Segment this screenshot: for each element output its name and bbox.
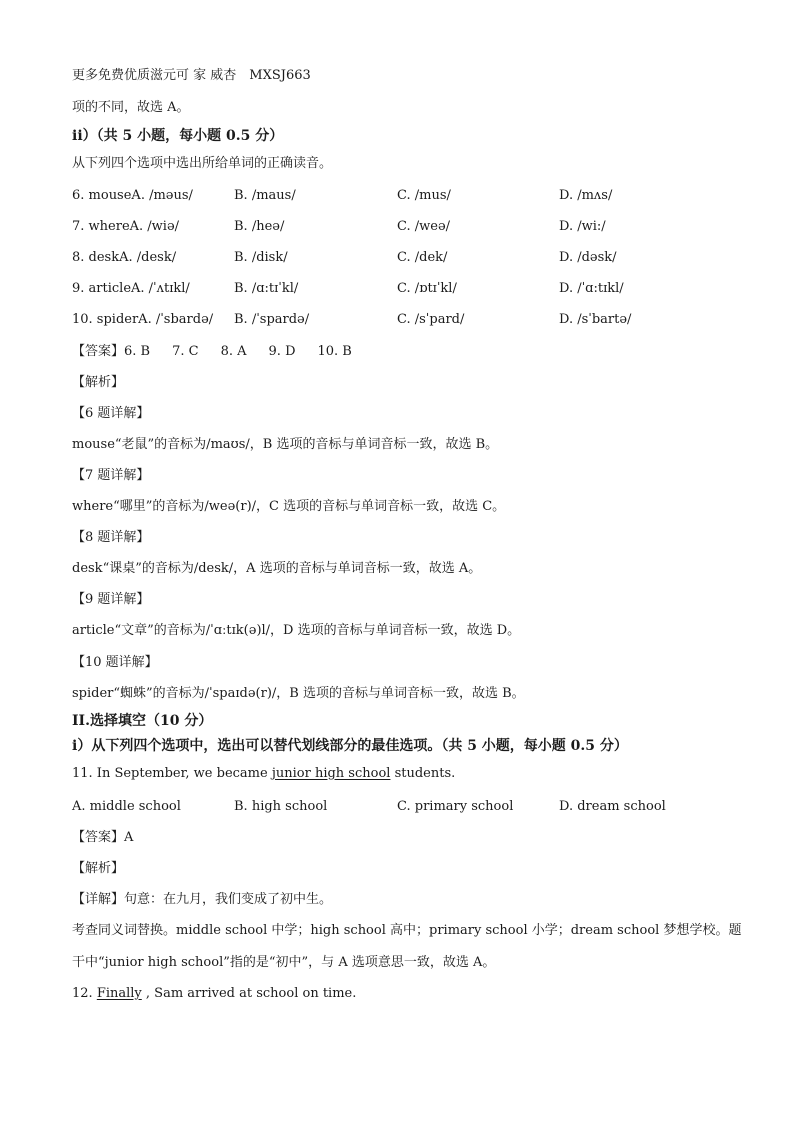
question-11	[72, 766, 455, 782]
question-text: 11. In September, we became	[72, 766, 272, 781]
option-d: D. /ˈɑ:tɪkl/	[559, 281, 624, 296]
underlined-phrase: junior high school	[271, 766, 391, 781]
answer-tag: 【答案】	[72, 830, 125, 845]
question-stem: 6. mouseA. /məus/	[72, 188, 193, 203]
detail-9-text: article“文章”的音标为/ˈɑːtɪk(ə)l/，D 选项的音标与单词音标一致，故选 D。	[72, 623, 521, 638]
answer-tag: 【答案】	[72, 344, 125, 359]
option-b: B. /ˈspardə/	[234, 312, 310, 327]
question-stem: 10. spiderA. /ˈsbardə/	[72, 312, 214, 327]
option-b: B. /ɑ:tɪˈkl/	[234, 281, 299, 296]
option-b: B. /disk/	[234, 250, 288, 265]
detail-tag: 【详解】	[72, 892, 125, 907]
page-header: 更多免费优质滋元可 家 威杏 MXSJ663	[72, 68, 311, 83]
explanation-11-line-2: 干中“junior high school”指的是“初中”，与 A 选项意思一致，故选 A。	[72, 955, 496, 970]
detail-10-tag: 【10 题详解】	[72, 655, 158, 670]
option-a: A. middle school	[72, 799, 181, 814]
option-d: D. /sˈbartə/	[559, 312, 632, 327]
option-c: C. /ɒtɪˈkl/	[397, 281, 457, 296]
question-text: students.	[390, 766, 456, 781]
answer-item: A	[124, 830, 134, 845]
detail-8-tag: 【8 题详解】	[72, 530, 150, 545]
option-c: C. primary school	[397, 799, 514, 814]
detail-6-text: mouse“老鼠”的音标为/maʊs/，B 选项的音标与单词音标一致，故选 B。	[72, 437, 499, 452]
option-d: D. /dəsk/	[559, 250, 617, 265]
analysis-tag: 【解析】	[72, 861, 125, 876]
detail-10-text: spider“蜘蛛”的音标为/ˈspaɪdə(r)/，B 选项的音标与单词音标一致，故选 B。	[72, 686, 525, 701]
question-stem: 7. whereA. /wiə/	[72, 219, 180, 234]
detail-8-text: desk“课桌”的音标为/desk/，A 选项的音标与单词音标一致，故选 A。	[72, 561, 482, 576]
answer-item: 7. C	[172, 344, 199, 359]
option-c: C. /dek/	[397, 250, 448, 265]
analysis-tag: 【解析】	[72, 375, 125, 390]
detail-9-tag: 【9 题详解】	[72, 592, 150, 607]
section-ii-title: ii）（共 5 小题，每小题 0.5 分）	[72, 128, 284, 144]
detail-7-tag: 【7 题详解】	[72, 468, 150, 483]
option-d: D. /mʌs/	[559, 188, 613, 203]
question-text: , Sam arrived at school on time.	[141, 986, 357, 1001]
option-c: C. /mus/	[397, 188, 451, 203]
detail-text: 句意：在九月，我们变成了初中生。	[124, 892, 333, 907]
answer-item: 8. A	[220, 344, 247, 359]
section-ii-instruction: 从下列四个选项中选出所给单词的正确读音。	[72, 156, 333, 171]
answer-item: 6. B	[124, 344, 151, 359]
underlined-phrase: Finally	[96, 986, 142, 1001]
question-stem: 9. articleA. /ˈʌtɪkl/	[72, 281, 190, 296]
option-b: B. /heə/	[234, 219, 285, 234]
option-c: C. /sˈpard/	[397, 312, 465, 327]
detail-6-tag: 【6 题详解】	[72, 406, 150, 421]
question-stem: 8. deskA. /desk/	[72, 250, 177, 265]
explanation-11-line-1: 考查同义词替换。middle school 中学；high school 高中；primary school 小学；dream school 梦想学校。题	[72, 923, 742, 938]
section-II-title: II.选择填空（10 分）	[72, 713, 213, 729]
answer-item: 9. D	[268, 344, 296, 359]
question-text: 12.	[72, 986, 97, 1001]
section-i-title: i）从下列四个选项中，选出可以替代划线部分的最佳选项。（共 5 小题，每小题 0.5 分）	[72, 738, 628, 754]
detail-11	[72, 892, 332, 908]
option-b: B. high school	[234, 799, 328, 814]
previous-explanation-tail: 项的不同，故选 A。	[72, 100, 190, 115]
question-12	[72, 986, 356, 1002]
option-d: D. /wi:/	[559, 219, 606, 234]
answer-item: 10. B	[317, 344, 352, 359]
option-b: B. /maus/	[234, 188, 296, 203]
answers-6-10	[72, 344, 374, 360]
option-c: C. /weə/	[397, 219, 451, 234]
detail-7-text: where“哪里”的音标为/weə(r)/，C 选项的音标与单词音标一致，故选 C。	[72, 499, 506, 514]
answer-11	[72, 830, 133, 846]
option-d: D. dream school	[559, 799, 666, 814]
